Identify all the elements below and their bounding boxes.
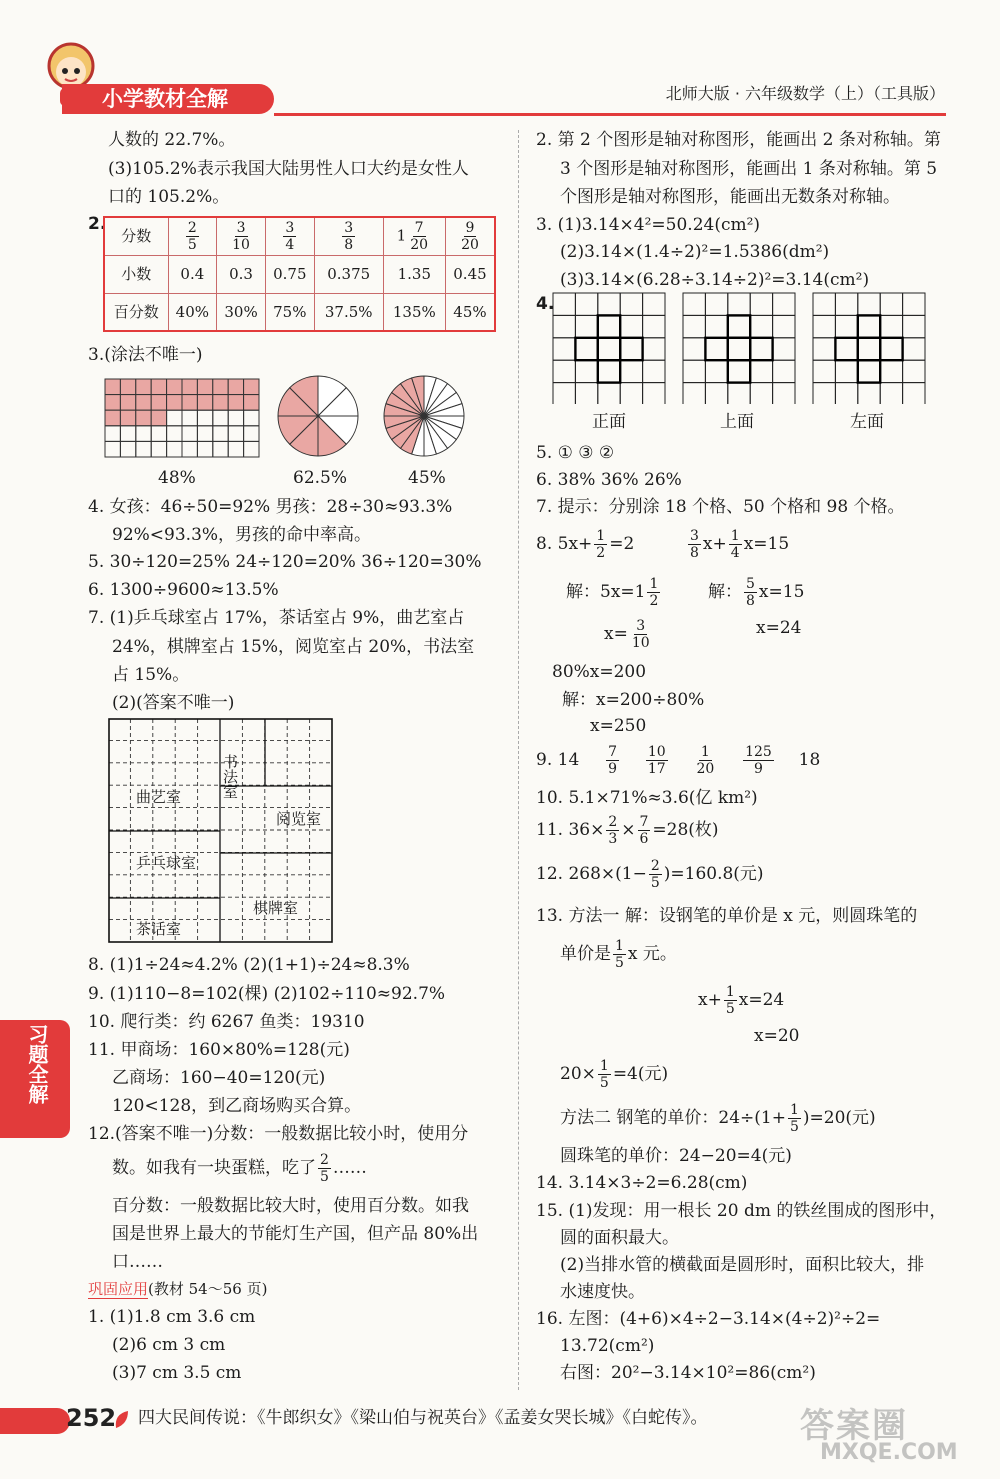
view-front <box>552 292 666 404</box>
question-number: 2. <box>88 214 107 234</box>
view-block <box>750 338 772 360</box>
view-cell <box>750 383 772 404</box>
view-cell <box>705 360 727 382</box>
grid-cell <box>213 395 228 411</box>
view-block <box>728 315 750 337</box>
question-4: 4. <box>536 294 555 314</box>
table-cell: $\frac{3}{8}$ <box>314 217 383 255</box>
grid-cell <box>197 395 212 411</box>
view-cell <box>683 293 705 315</box>
grid-cell <box>197 426 212 442</box>
view-cell <box>553 383 575 404</box>
view-block <box>728 360 750 382</box>
section-heading <box>88 1278 267 1301</box>
grid-cell <box>197 441 212 457</box>
view-cell <box>813 315 835 337</box>
question-6: 6. 1300÷9600≈13.5% <box>88 580 279 600</box>
view-cell <box>705 315 727 337</box>
view-cell <box>858 338 880 360</box>
view-cell <box>773 338 795 360</box>
table-cell: 0.4 <box>168 255 217 293</box>
text-line: (3)3.14×(6.28÷3.14÷2)²=3.14(cm²) <box>560 270 870 290</box>
equation-2: $\frac{3}{8}$ x+ $\frac{1}{4}$ x=15 <box>690 528 790 562</box>
grid-cell <box>213 426 228 442</box>
grid-cell <box>213 441 228 457</box>
table-cell: 45% <box>445 293 495 331</box>
table-cell: 0.45 <box>445 255 495 293</box>
view-cell <box>835 360 857 382</box>
view-cell <box>598 293 620 315</box>
room-quyi: 曲艺室 <box>136 788 182 806</box>
view-cell <box>598 315 620 337</box>
grid-cell <box>228 426 243 442</box>
grid-cell <box>213 410 228 426</box>
grid-cell <box>228 379 243 395</box>
question-14: 14. 3.14×3÷2=6.28(cm) <box>536 1173 748 1193</box>
view-cell <box>705 338 727 360</box>
edition-label: 北师大版 · 六年级数学（上）（工具版） <box>665 84 945 103</box>
view-cell <box>598 360 620 382</box>
grid-cell <box>136 379 151 395</box>
grid-cell <box>244 426 259 442</box>
view-cell <box>728 338 750 360</box>
view-block <box>575 338 597 360</box>
table-cell: 0.3 <box>217 255 266 293</box>
question-3: 3.(涂法不唯一) <box>88 345 203 365</box>
view-cell <box>835 383 857 404</box>
view-cell <box>620 338 642 360</box>
grid-cell <box>182 379 197 395</box>
view-cell <box>903 293 925 315</box>
text-line: 个图形是轴对称图形，能画出无数条对称轴。 <box>560 187 900 207</box>
question-15: 15. (1)发现：用一根长 20 dm 的铁丝围成的图形中， <box>536 1201 947 1221</box>
watermark-bottom: MXQE.COM <box>820 1440 958 1465</box>
table-cell: 37.5% <box>314 293 383 331</box>
text-line: (2)6 cm 3 cm <box>112 1335 226 1355</box>
table-cell: 135% <box>383 293 445 331</box>
view-cell <box>858 383 880 404</box>
text-line: 国是世界上最大的节能灯生产国，但产品 80%出 <box>112 1224 479 1244</box>
equation-3: 80%x=200 <box>552 662 647 682</box>
view-cell <box>598 338 620 360</box>
caption-48: 48% <box>158 468 196 488</box>
text-line: 百分数：一般数据比较大时，使用百分数。如我 <box>112 1196 469 1216</box>
view-cell <box>880 360 902 382</box>
question-11: 11. 36× $\frac{2}{3}$ × $\frac{7}{6}$ =28(枚) <box>536 814 719 848</box>
view-block <box>705 338 727 360</box>
table-row <box>104 217 495 255</box>
solution-2: 解： $\frac{5}{8}$ x=15 <box>708 576 805 610</box>
text-line: (2)(答案不唯一) <box>112 693 235 713</box>
view-cell <box>643 293 665 315</box>
view-cell <box>835 293 857 315</box>
text-line: 圆珠笔的单价：24−20=4(元) <box>560 1146 792 1166</box>
question-5: 5. ① ③ ② <box>536 443 615 463</box>
page-number: 252 <box>66 1404 117 1432</box>
grid-cell <box>151 395 166 411</box>
watermark-top: 答案圈 <box>800 1406 908 1446</box>
view-cell <box>575 360 597 382</box>
grid-cell <box>105 410 120 426</box>
view-cell <box>728 315 750 337</box>
view-cell <box>750 315 772 337</box>
grid-cell <box>120 410 135 426</box>
grid-cell <box>120 395 135 411</box>
view-block <box>858 315 880 337</box>
section-ref: (教材 54～56 页) <box>148 1280 268 1298</box>
text-line: 单价是 $\frac{1}{5}$ x 元。 <box>560 938 677 972</box>
question-2: 2. 第 2 个图形是轴对称图形，能画出 2 条对称轴。第 <box>536 130 941 150</box>
view-cell <box>643 315 665 337</box>
view-cell <box>813 338 835 360</box>
view-cell <box>813 383 835 404</box>
view-block <box>598 360 620 382</box>
view-cell <box>728 293 750 315</box>
view-cell <box>773 315 795 337</box>
result-2: x=24 <box>756 618 802 638</box>
text-line: 120<128，到乙商场购买合算。 <box>112 1096 362 1116</box>
table-cell: 30% <box>217 293 266 331</box>
leaf-icon <box>112 1408 132 1432</box>
grid-cell <box>167 426 182 442</box>
text-line: 24%，棋牌室占 15%，阅览室占 20%，书法室 <box>112 637 475 657</box>
view-cell <box>813 293 835 315</box>
question-10: 10. 5.1×71%≈3.6(亿 km²) <box>536 788 758 808</box>
view-cell <box>683 338 705 360</box>
text-line: 占 15%。 <box>112 665 190 685</box>
view-cell <box>683 360 705 382</box>
view-block <box>880 338 902 360</box>
row-label: 百分数 <box>104 293 168 331</box>
table-cell: 1 $\frac{7}{20}$ <box>383 217 445 255</box>
room-shufa: 书法室 <box>221 754 239 799</box>
text-line: 水速度快。 <box>560 1282 645 1302</box>
text-line: 右图：20²−3.14×10²=86(cm²) <box>560 1363 816 1383</box>
view-block <box>728 338 750 360</box>
room-qipai: 棋牌室 <box>253 899 299 917</box>
question-7: 7. (1)乒乓球室占 17%，茶话室占 9%，曲艺室占 <box>88 608 465 628</box>
view-left <box>812 292 926 404</box>
footer-note: 四大民间传说：《牛郎织女》《梁山伯与祝英台》《孟姜女哭长城》《白蛇传》。 <box>138 1408 708 1428</box>
view-block <box>858 360 880 382</box>
grid-cell <box>228 410 243 426</box>
grid-cell <box>120 426 135 442</box>
view-cell <box>598 383 620 404</box>
view-cell <box>728 383 750 404</box>
grid-cell <box>136 441 151 457</box>
view-cell <box>553 293 575 315</box>
grid-cell <box>213 379 228 395</box>
grid-cell <box>151 410 166 426</box>
result-3: x=250 <box>590 716 647 736</box>
table-row <box>104 255 495 293</box>
question-9: 9. (1)110−8=102(棵) (2)102÷110≈92.7% <box>88 984 446 1004</box>
percent-grid-48 <box>104 378 260 458</box>
grid-cell <box>120 441 135 457</box>
table-cell: 1.35 <box>383 255 445 293</box>
method-2: 方法二 钢笔的单价：24÷(1+ $\frac{1}{5}$ )=20(元) <box>560 1102 876 1136</box>
question-13: 13. 方法一 解：设钢笔的单价是 x 元，则圆珠笔的 <box>536 906 918 926</box>
view-block <box>858 338 880 360</box>
view-cell <box>903 360 925 382</box>
row-label: 分数 <box>104 217 168 255</box>
grid-cell <box>136 426 151 442</box>
equation-13: x+ $\frac{1}{5}$ x=24 <box>698 984 785 1018</box>
grid-cell <box>136 410 151 426</box>
view-label-front: 正面 <box>592 412 626 432</box>
view-cell <box>773 383 795 404</box>
view-cell <box>750 360 772 382</box>
text-line: 人数的 22.7%。 <box>108 130 236 150</box>
table-cell: $\frac{3}{10}$ <box>217 217 266 255</box>
view-cell <box>880 315 902 337</box>
view-cell <box>643 360 665 382</box>
fraction-table <box>103 216 496 332</box>
table-cell: 75% <box>265 293 314 331</box>
view-cell <box>835 315 857 337</box>
view-cell <box>643 383 665 404</box>
grid-cell <box>105 395 120 411</box>
pie-62-5 <box>276 374 360 458</box>
text-line: 口…… <box>112 1252 163 1272</box>
view-cell <box>728 360 750 382</box>
question-10: 10. 爬行类：约 6267 鱼类：19310 <box>88 1012 365 1032</box>
grid-cell <box>136 395 151 411</box>
question-3: 3. (1)3.14×4²=50.24(cm²) <box>536 215 761 235</box>
view-block <box>598 315 620 337</box>
grid-cell <box>167 379 182 395</box>
text-line: (2)3.14×(1.4÷2)²=1.5386(dm²) <box>560 242 830 262</box>
table-row <box>104 293 495 331</box>
view-cell <box>620 315 642 337</box>
grid-cell <box>244 410 259 426</box>
left-column <box>88 0 513 1400</box>
grid-cell <box>228 441 243 457</box>
room-yuelan: 阅览室 <box>276 810 322 828</box>
view-cell <box>683 315 705 337</box>
question-9: 9. 14 $\frac{7}{9}$ $\frac{10}{17}$ $\frac{1}{20}$ $\frac{125}{9}$ 18 <box>536 744 821 778</box>
view-cell <box>903 315 925 337</box>
view-cell <box>575 383 597 404</box>
grid-cell <box>197 379 212 395</box>
view-cell <box>643 338 665 360</box>
view-cell <box>903 383 925 404</box>
grid-cell <box>228 395 243 411</box>
table-cell: 0.375 <box>314 255 383 293</box>
view-label-left: 左面 <box>850 412 884 432</box>
grid-cell <box>197 410 212 426</box>
room-pingpang: 乒乓球室 <box>136 854 197 872</box>
question-12: 12. 268×(1− $\frac{2}{5}$ )=160.8(元) <box>536 858 764 892</box>
view-cell <box>705 293 727 315</box>
grid-cell <box>167 441 182 457</box>
grid-cell <box>244 395 259 411</box>
text-line: 圆的面积最大。 <box>560 1228 679 1248</box>
grid-cell <box>244 379 259 395</box>
view-cell <box>880 293 902 315</box>
text-line: (2)当排水管的横截面是圆形时，面积比较大，排 <box>560 1255 925 1275</box>
question-8: 8. (1)1÷24≈4.2% (2)(1+1)÷24≈8.3% <box>88 955 410 975</box>
table-cell: $\frac{3}{4}$ <box>265 217 314 255</box>
view-cell <box>553 360 575 382</box>
grid-cell <box>151 441 166 457</box>
table-cell: 40% <box>168 293 217 331</box>
view-cell <box>575 338 597 360</box>
grid-cell <box>182 395 197 411</box>
room-chahua: 茶话室 <box>136 920 182 938</box>
view-cell <box>813 360 835 382</box>
result-13: x=20 <box>754 1026 800 1046</box>
text-line: 20× $\frac{1}{5}$ =4(元) <box>560 1058 669 1092</box>
view-block <box>598 338 620 360</box>
grid-cell <box>151 426 166 442</box>
view-cell <box>835 338 857 360</box>
text-line: 3 个图形是轴对称图形，能画出 1 条对称轴。第 5 <box>560 159 938 179</box>
brand-title: 小学教材全解 <box>102 87 228 111</box>
grid-cell <box>167 395 182 411</box>
caption-62-5: 62.5% <box>293 468 348 488</box>
question-12: 12.(答案不唯一)分数：一般数据比较小时，使用分 <box>88 1124 469 1144</box>
room-plan-grid <box>108 718 333 943</box>
row-label: 小数 <box>104 255 168 293</box>
right-column <box>536 0 956 1400</box>
text-line: 92%<93.3%，男孩的命中率高。 <box>112 525 372 545</box>
grid-cell <box>182 410 197 426</box>
question-4: 4. 女孩：46÷50=92% 男孩：28÷30≈93.3% <box>88 497 453 517</box>
question-5: 5. 30÷120=25% 24÷120=20% 36÷120=30% <box>88 552 482 572</box>
view-block <box>620 338 642 360</box>
text-line: (3)105.2%表示我国大陆男性人口大约是女性人 <box>108 159 469 179</box>
grid-cell <box>182 426 197 442</box>
view-cell <box>620 293 642 315</box>
view-cell <box>858 315 880 337</box>
text-line: 乙商场：160−40=120(元) <box>112 1068 326 1088</box>
grid-cell <box>105 426 120 442</box>
text-line: 13.72(cm²) <box>560 1336 655 1356</box>
view-cell <box>683 383 705 404</box>
view-cell <box>750 338 772 360</box>
text-line: 数。如我有一块蛋糕，吃了 $\frac{2}{5}$ …… <box>112 1152 367 1186</box>
view-cell <box>575 293 597 315</box>
table-cell: $\frac{9}{20}$ <box>445 217 495 255</box>
view-cell <box>880 383 902 404</box>
section-title: 巩固应用 <box>88 1280 149 1298</box>
caption-45: 45% <box>408 468 446 488</box>
question-11: 11. 甲商场：160×80%=128(元) <box>88 1040 350 1060</box>
view-cell <box>903 338 925 360</box>
result-1: x= $\frac{3}{10}$ <box>604 618 650 652</box>
view-cell <box>620 383 642 404</box>
view-cell <box>773 360 795 382</box>
view-cell <box>858 360 880 382</box>
question-7: 7. 提示：分别涂 18 个格、50 个格和 98 个格。 <box>536 497 905 517</box>
text-line: 口的 105.2%。 <box>108 187 230 207</box>
grid-cell <box>167 410 182 426</box>
grid-cell <box>105 379 120 395</box>
grid-cell <box>244 441 259 457</box>
view-label-top: 上面 <box>720 412 754 432</box>
view-block <box>835 338 857 360</box>
view-cell <box>750 293 772 315</box>
view-cell <box>620 360 642 382</box>
grid-cell <box>151 379 166 395</box>
solution-3: 解：x=200÷80% <box>562 690 705 710</box>
view-cell <box>553 315 575 337</box>
fraction: $\frac{2}{5}$ <box>320 1152 329 1186</box>
view-cell <box>773 293 795 315</box>
view-cell <box>575 315 597 337</box>
answer-1: 1. (1)1.8 cm 3.6 cm <box>88 1307 256 1327</box>
equation-1: 8. 5x+ $\frac{1}{2}$ =2 <box>536 528 635 562</box>
question-6: 6. 38% 36% 26% <box>536 470 682 490</box>
grid-cell <box>105 441 120 457</box>
table-cell: $\frac{2}{5}$ <box>168 217 217 255</box>
grid-cell <box>120 379 135 395</box>
solution-1: 解：5x=1 $\frac{1}{2}$ <box>566 576 659 610</box>
view-top <box>682 292 796 404</box>
view-cell <box>858 293 880 315</box>
question-16: 16. 左图：(4+6)×4÷2−3.14×(4÷2)²÷2= <box>536 1309 881 1329</box>
text-line: (3)7 cm 3.5 cm <box>112 1363 242 1383</box>
table-cell: 0.75 <box>265 255 314 293</box>
pie-45 <box>382 374 466 458</box>
view-cell <box>553 338 575 360</box>
view-cell <box>705 383 727 404</box>
side-tab-label: 习题全解 <box>25 1024 49 1104</box>
grid-cell <box>182 441 197 457</box>
view-cell <box>880 338 902 360</box>
footer-bar <box>0 1408 70 1434</box>
column-divider <box>518 130 519 1390</box>
